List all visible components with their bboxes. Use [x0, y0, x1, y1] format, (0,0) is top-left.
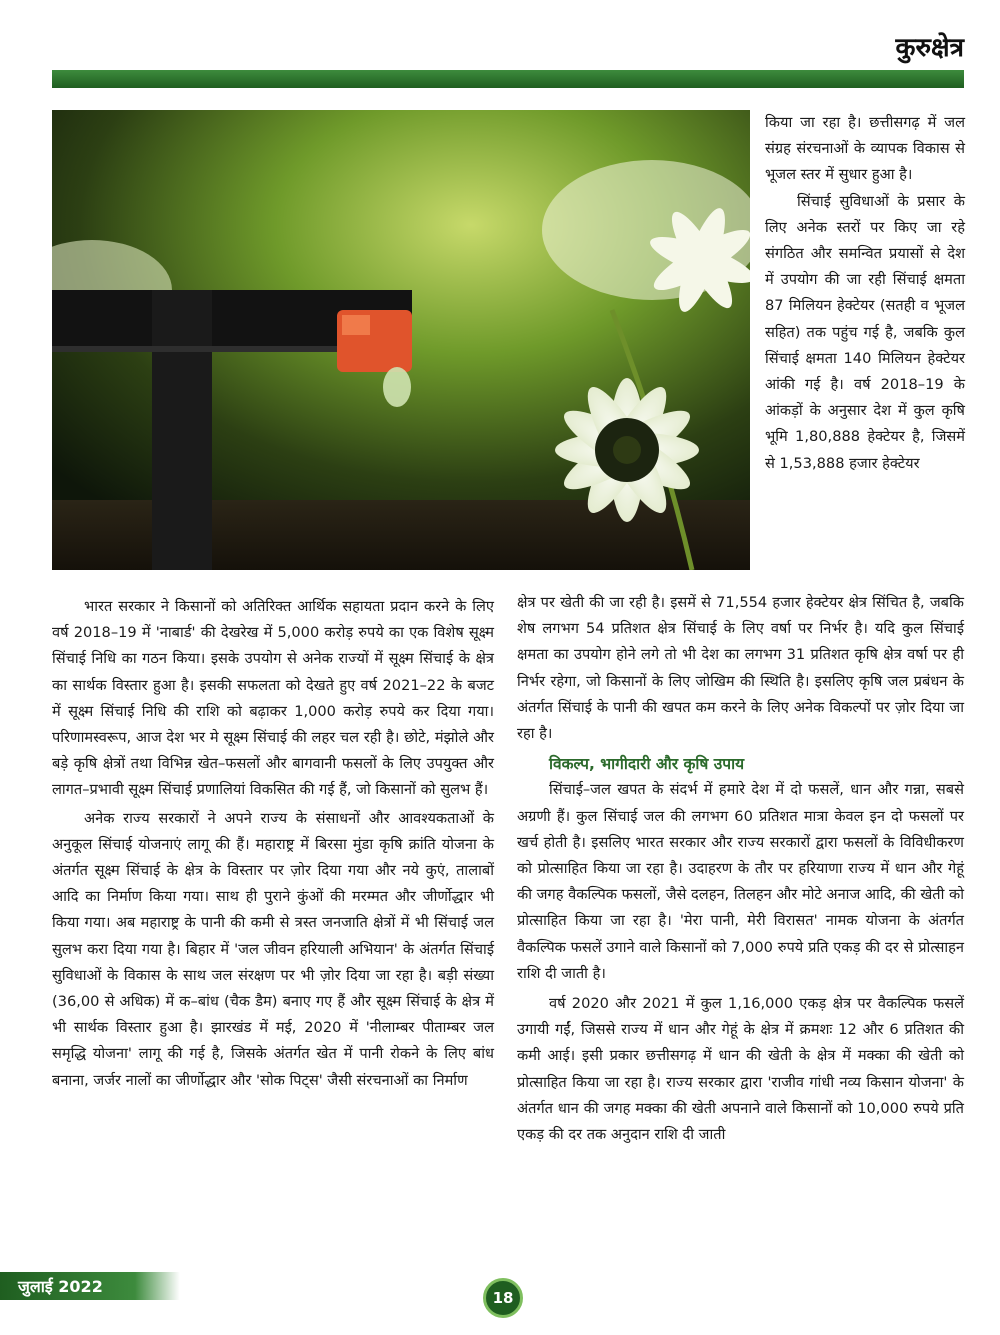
issue-date: जुलाई 2022	[18, 1277, 103, 1296]
section-subheading: विकल्प, भागीदारी और कृषि उपाय	[549, 755, 745, 774]
paragraph: अनेक राज्य सरकारों ने अपने राज्य के संसाधनों और आवश्यकताओं के अनुकूल सिंचाई योजनाएं लागू की हैं। महाराष्ट्र में बिरसा मुंडा कृषि क्रांति योजना के अंतर्गत सूक्ष्म सिंचाई के क्षेत्र के विस्तार पर ज़ोर दिया गया और नये कुएं, तालाबों आदि का निर्माण किया गया। साथ ही पुराने कुंओं की मरम्मत और जीर्णोद्धार भी किया गया। अब महाराष्ट्र के पानी की कमी से त्रस्त जनजाति क्षेत्रों में भी सिंचाई जल सुलभ करा दिया गया है। बिहार में 'जल जीवन हरियाली अभियान' के अंतर्गत सिंचाई सुविधाओं के विकास के साथ जल संरक्षण पर भी ज़ोर दिया जा रहा है। बड़ी संख्या (36,00 से अधिक) में क–बांध (चैक डैम) बनाए गए हैं और सूक्ष्म सिंचाई के क्षेत्र में भी सार्थक विस्तार हुआ है। झारखंड में मई, 2020 में 'नीलाम्बर पीताम्बर जल समृद्धि योजना' लागू की गई है, जिसके अंतर्गत खेत में पानी रोकने के लिए बांध बनाना, जर्जर नालों का जीर्णोद्धार और 'सोक पिट्स' जैसी संरचनाओं का निर्माण	[52, 809, 494, 1089]
magazine-title: कुरुक्षेत्र	[895, 33, 964, 63]
right-column	[517, 590, 964, 1148]
left-column	[52, 594, 494, 1094]
right-top-column	[765, 110, 965, 477]
paragraph: क्षेत्र पर खेती की जा रही है। इसमें से 71,554 हजार हेक्टेयर क्षेत्र सिंचित है, जबकि शेष लगभग 54 प्रतिशत क्षेत्र सिंचाई के लिए वर्षा पर निर्भर है। यदि कुल सिंचाई क्षमता का उपयोग होने लगे तो भी देश का लगभग 31 प्रतिशत कृषि क्षेत्र वर्षा पर ही निर्भर रहेगा, जो किसानों के लिए जोखिम की स्थिति है। इसलिए कृषि जल प्रबंधन के अंतर्गत सिंचाई के पानी की खपत कम करने के लिए अनेक विकल्पों पर ज़ोर दिया जा रहा है।	[517, 594, 964, 743]
paragraph: किया जा रहा है। छत्तीसगढ़ में जल संग्रह संरचनाओं के व्यापक विकास से भूजल स्तर में सुधार हुआ है।	[765, 114, 965, 184]
feature-photo	[52, 110, 750, 570]
paragraph: सिंचाई सुविधाओं के प्रसार के लिए अनेक स्तरों पर किए जा रहे संगठित और समन्वित प्रयासों से देश में उपयोग की जा रही सिंचाई क्षमता 87 मिलियन हेक्टेयर (सतही व भूजल सहित) तक पहुंच गई है, जबकि कुल सिंचाई क्षमता 140 मिलियन हेक्टेयर आंकी गई है। वर्ष 2018–19 के आंकड़ों के अनुसार देश में कुल कृषि भूमि 1,80,888 हेक्टेयर है, जिसमें से 1,53,888 हजार हेक्टेयर	[765, 192, 965, 472]
paragraph: भारत सरकार ने किसानों को अतिरिक्त आर्थिक सहायता प्रदान करने के लिए वर्ष 2018–19 में 'नाबार्ड' की देखरेख में 5,000 करोड़ रुपये का एक विशेष सूक्ष्म सिंचाई निधि का गठन किया। इसके उपयोग से अनेक राज्यों में सूक्ष्म सिंचाई के क्षेत्र का सार्थक विस्तार हुआ है। इसकी सफलता को देखते हुए वर्ष 2021–22 के बजट में सूक्ष्म सिंचाई निधि की राशि को बढ़ाकर 1,000 करोड़ रुपये कर दिया गया। परिणामस्वरूप, आज देश भर मे सूक्ष्म सिंचाई की लहर चल रही है। छोटे, मंझोले और बड़े कृषि क्षेत्रों तथा विभिन्न खेत–फसलों और बागवानी फसलों के लिए उपयुक्त और लागत–प्रभावी सूक्ष्म सिंचाई प्रणालियां विकसित की गई हैं, जो किसानों को सुलभ हैं।	[52, 598, 494, 799]
paragraph: सिंचाई–जल खपत के संदर्भ में हमारे देश में दो फसलें, धान और गन्ना, सबसे अग्रणी हैं। कुल सिंचाई जल की लगभग 60 प्रतिशत मात्रा केवल इन दो फसलों पर खर्च होती है। इसलिए भारत सरकार और राज्य सरकारों द्वारा फसलों के विविधीकरण को प्रोत्साहित किया जा रहा है। उदाहरण के तौर पर हरियाणा राज्य में धान और गेहूं की जगह वैकल्पिक फसलों, जैसे दलहन, तिलहन और मोटे अनाज आदि, की खेती को प्रोत्साहित किया जा रहा है। 'मेरा पानी, मेरी विरासत' नामक योजना के अंतर्गत वैकल्पिक फसलें उगाने वाले किसानों को 7,000 रुपये प्रति एकड़ की दर से प्रोत्साहन राशि दी जाती है।	[517, 781, 964, 982]
paragraph: वर्ष 2020 और 2021 में कुल 1,16,000 एकड़ क्षेत्र पर वैकल्पिक फसलें उगायी गईं, जिससे राज्य में धान और गेहूं के क्षेत्र में क्रमशः 12 और 6 प्रतिशत की कमी आई। इसी प्रकार छत्तीसगढ़ में धान की खेती के क्षेत्र में मक्का की खेती को प्रोत्साहित किया जा रहा है। राज्य सरकार द्वारा 'राजीव गांधी नव्य किसान योजना' के अंतर्गत धान की जगह मक्का की खेती अपनाने वाले किसानों को 10,000 रुपये प्रति एकड़ की दर तक अनुदान राशि दी जाती	[517, 995, 964, 1144]
page-number: 18	[483, 1278, 523, 1318]
header-bar	[52, 70, 964, 88]
